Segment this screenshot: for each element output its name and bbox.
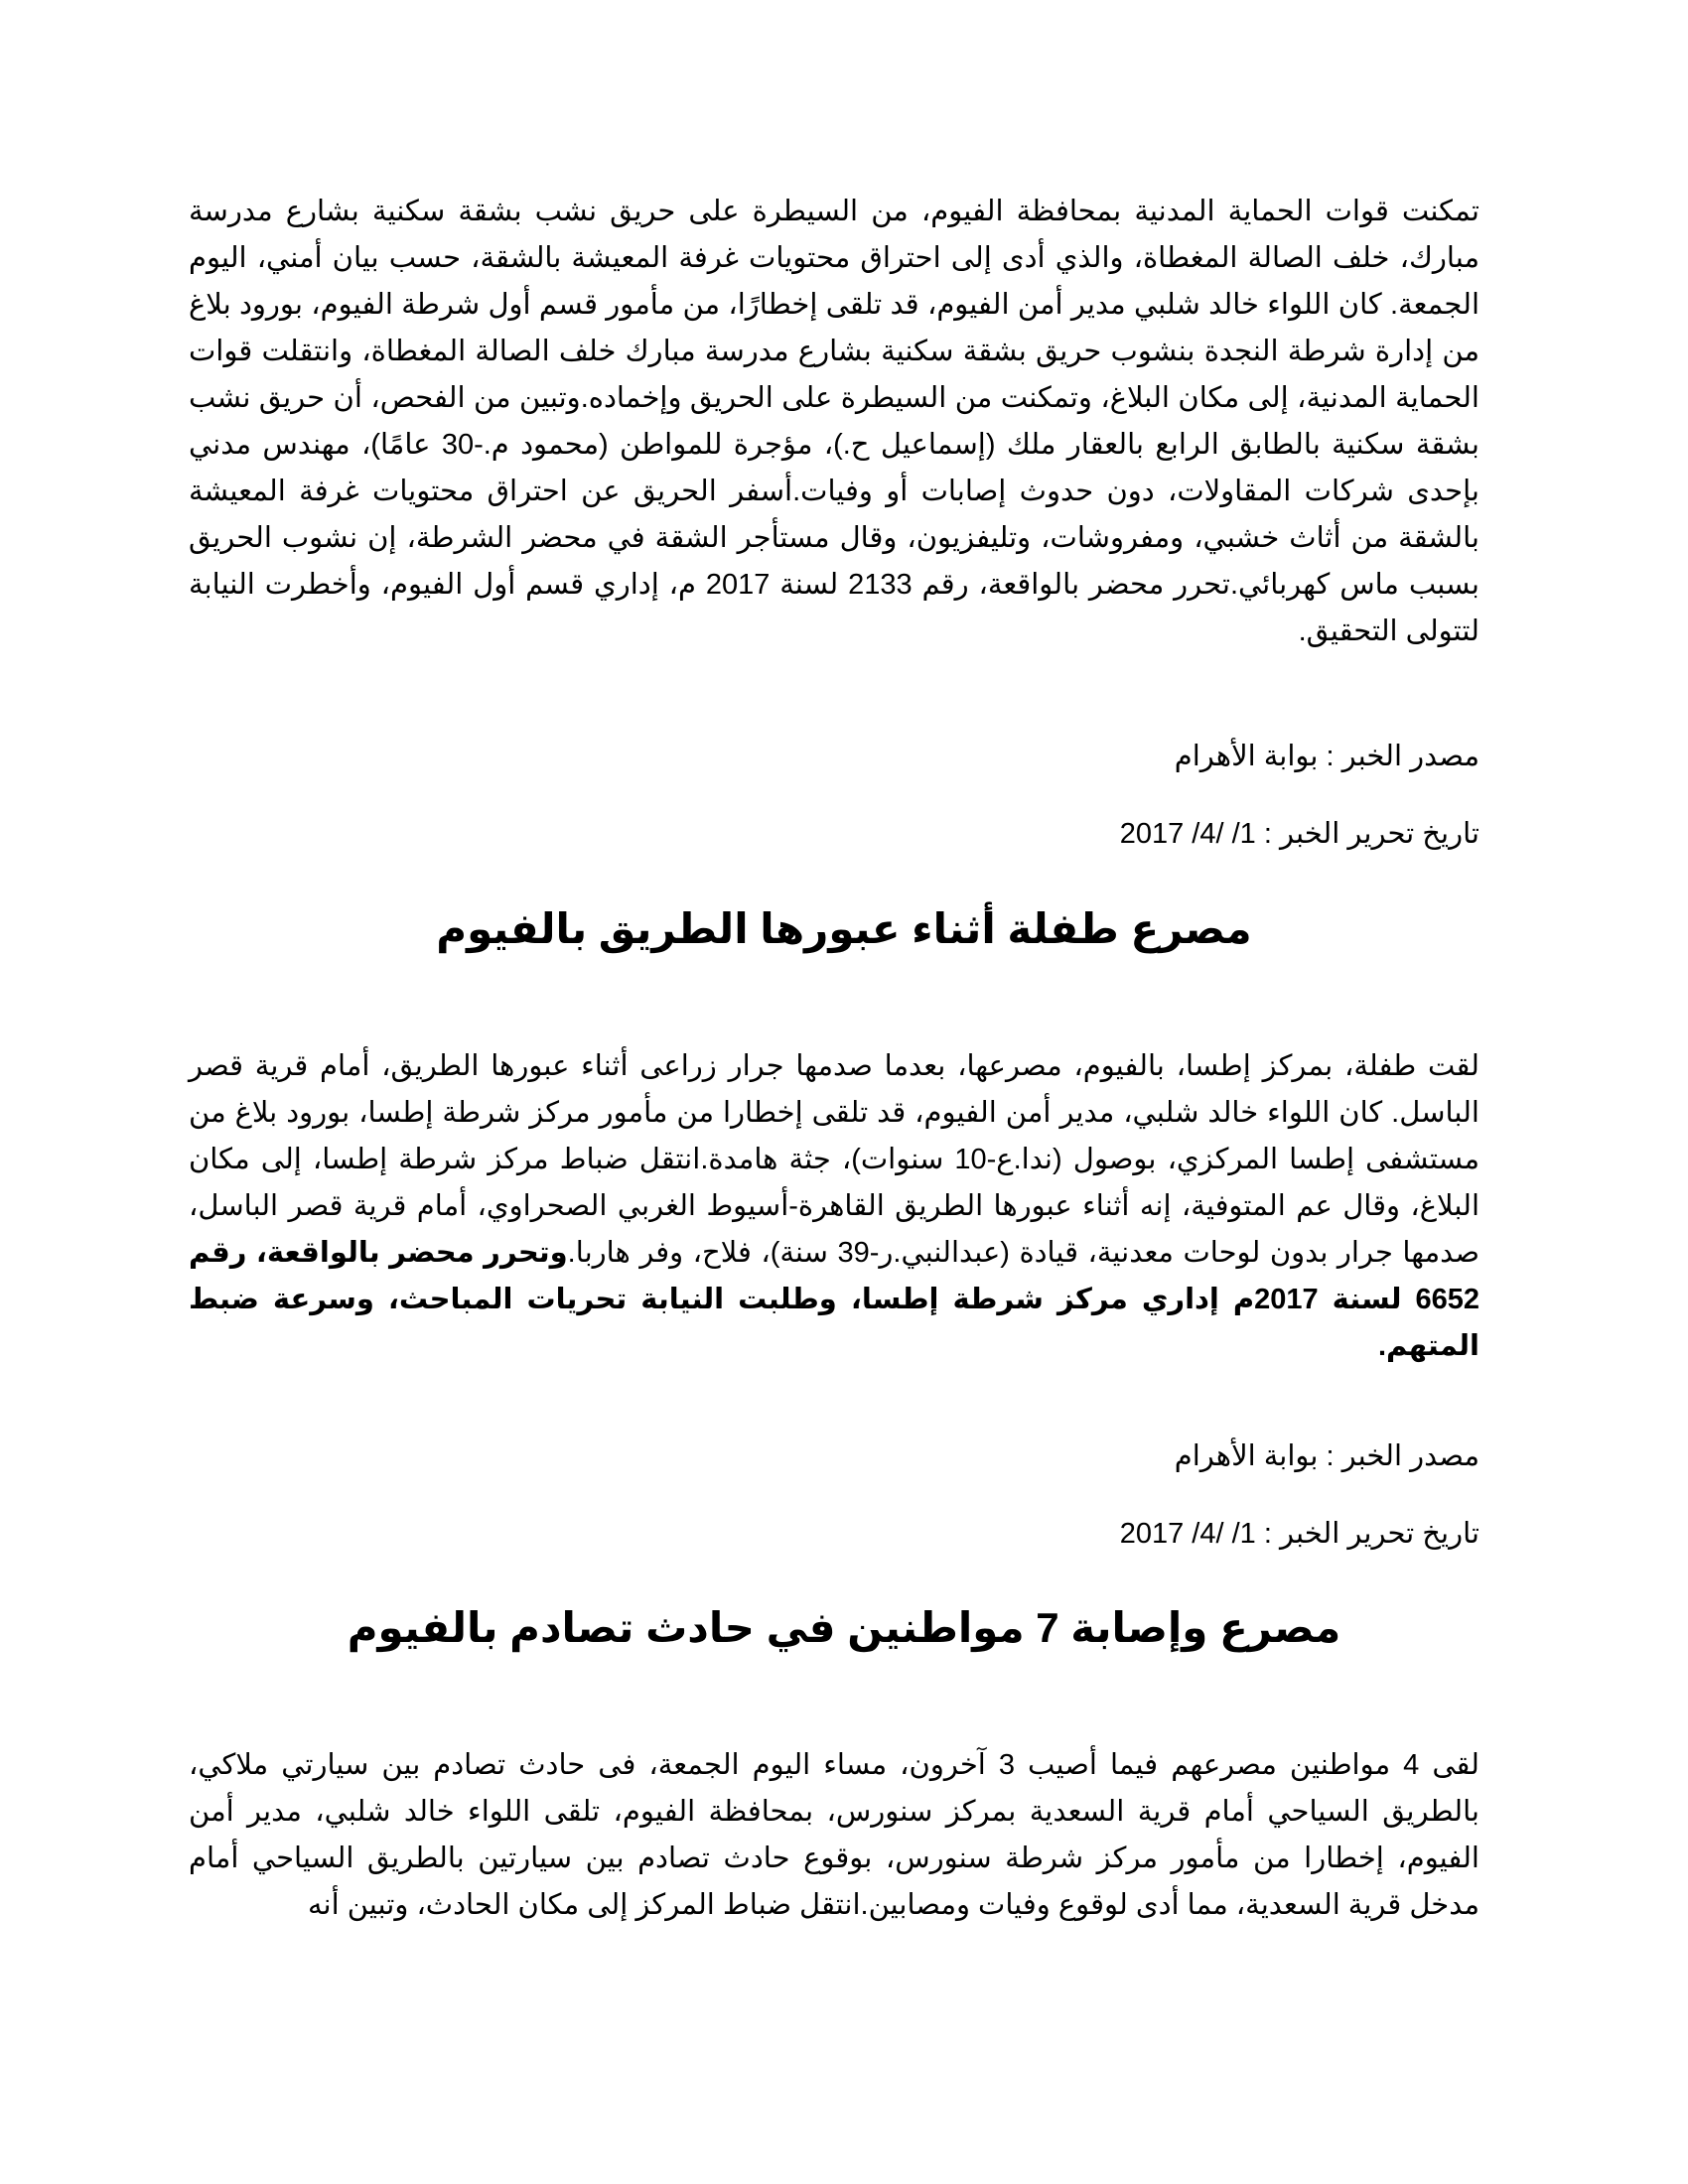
article-2-body-regular: لقت طفلة، بمركز إطسا، بالفيوم، مصرعها، بعدما صدمها جرار زراعى أثناء عبورها الطريق، أمام قرية قصر الباسل. كان اللواء خالد شلبي، مدير أمن الفيوم، قد تلقى إخطارا من مأمور مركز شرطة إطسا، بورود بلاغ من مستشفى إطسا المركزي، بوصول (ندا.ع-10 سنوات)، جثة هامدة.انتقل ضباط مركز شرطة إطسا، إلى مكان البلاغ، وقال عم المتوفية، إنه أثناء عبورها الطريق القاهرة-أسيوط الغربي الصحراوي، أمام قرية قصر الباسل، صدمها جرار بدون لوحات معدنية، قيادة (عبدالنبي.ر-39 سنة)، فلاح، وفر هاربا. [189,1050,1479,1269]
article-1-body: تمكنت قوات الحماية المدنية بمحافظة الفيوم، من السيطرة على حريق نشب بشقة سكنية بشارع مدرسة مبارك، خلف الصالة المغطاة، والذي أدى إلى احتراق محتويات غرفة المعيشة بالشقة، حسب بيان أمني، اليوم الجمعة. كان اللواء خالد شلبي مدير أمن الفيوم، قد تلقى إخطارًا، من مأمور قسم أول شرطة الفيوم، بورود بلاغ من إدارة شرطة النجدة بنشوب حريق بشقة سكنية بشارع مدرسة مبارك خلف الصالة المغطاة، وانتقلت قوات الحماية المدنية، إلى مكان البلاغ، وتمكنت من السيطرة على الحريق وإخماده.وتبين من الفحص، أن حريق نشب بشقة سكنية بالطابق الرابع بالعقار ملك (إسماعيل ح.)، مؤجرة للمواطن (محمود م.-30 عامًا)، مهندس مدني بإحدى شركات المقاولات، دون حدوث إصابات أو وفيات.أسفر الحريق عن احتراق محتويات غرفة المعيشة بالشقة من أثاث خشبي، ومفروشات، وتليفزيون، وقال مستأجر الشقة في محضر الشرطة، إن نشوب الحريق بسبب ماس كهربائي.تحرر محضر بالواقعة، رقم 2133 لسنة 2017 م، إداري قسم أول الفيوم، وأخطرت النيابة لتتولى التحقيق. [189,196,1479,647]
article-2-date-block [189,1514,1479,1554]
article-2-title: مصرع طفلة أثناء عبورها الطريق بالفيوم [436,905,1252,952]
article-1 [189,189,1479,655]
article-2-body [189,1043,1479,1370]
article-2 [189,1043,1479,1370]
article-1-date: تاريخ تحرير الخبر : 1/ /4/ 2017 [1119,818,1479,850]
article-2-source: مصدر الخبر : بوابة الأهرام [1174,1440,1479,1472]
article-2-source-block [189,1436,1479,1476]
article-2-date: تاريخ تحرير الخبر : 1/ /4/ 2017 [1119,1518,1479,1550]
article-3-title: مصرع وإصابة 7 مواطنين في حادث تصادم بالفيوم [347,1604,1341,1651]
article-3-body: لقى 4 مواطنين مصرعهم فيما أصيب 3 آخرون، مساء اليوم الجمعة، فى حادث تصادم بين سيارتي ملاكي، بالطريق السياحي أمام قرية السعدية بمركز سنورس، بمحافظة الفيوم، تلقى اللواء خالد شلبي، مدير أمن الفيوم، إخطارا من مأمور مركز شرطة سنورس، بوقوع حادث تصادم بين سيارتين بالطريق السياحي أمام مدخل قرية السعدية، مما أدى لوقوع وفيات ومصابين.انتقل ضباط المركز إلى مكان الحادث، وتبين أنه [189,1749,1480,1921]
article-1-source-block [189,737,1479,776]
article-1-source: مصدر الخبر : بوابة الأهرام [1174,741,1479,772]
article-3 [189,1742,1479,1929]
article-2-body-bold: وتحرر محضر بالواقعة، رقم 6652 لسنة 2017م إداري مركز شرطة إطسا، وطلبت النيابة تحريات المباحث، وسرعة ضبط المتهم. [189,1237,1479,1362]
article-1-date-block [189,814,1479,854]
